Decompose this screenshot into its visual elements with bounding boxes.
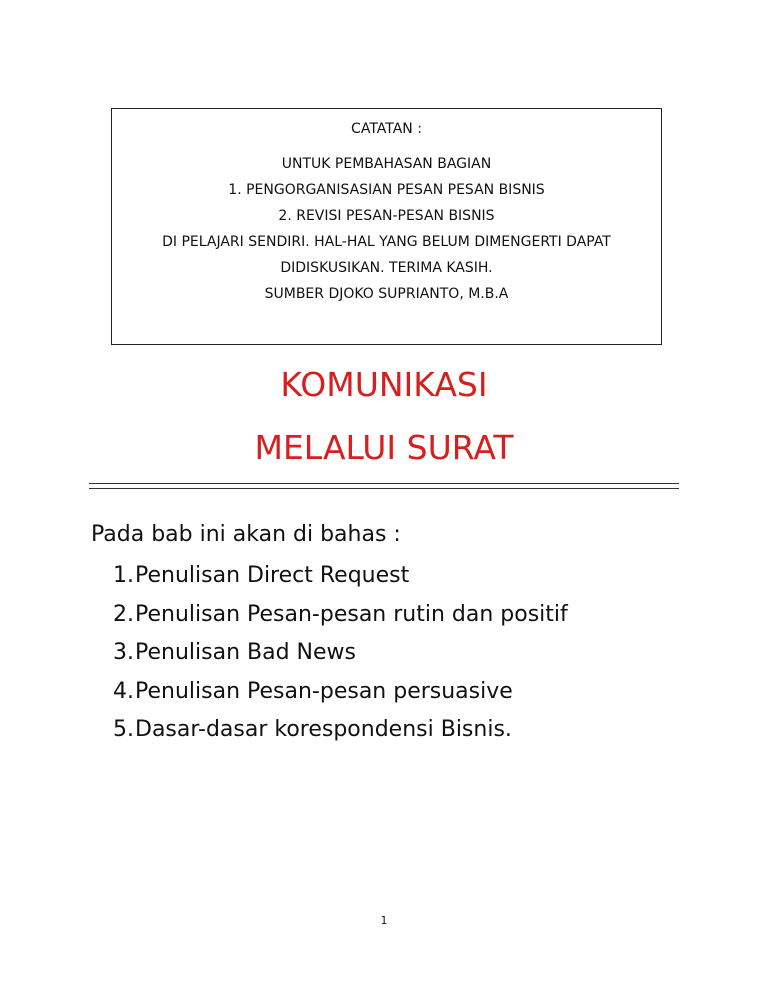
list-item-number: 2. <box>113 601 134 627</box>
list-item <box>113 561 568 600</box>
note-line: DI PELAJARI SENDIRI. HAL-HAL YANG BELUM DIMENGERTI DAPAT <box>162 234 611 250</box>
intro-text: Pada bab ini akan di bahas : <box>91 522 401 547</box>
list-item-number: 4. <box>113 678 134 704</box>
list-item-text: Penulisan Pesan-pesan rutin dan positif <box>135 601 568 627</box>
note-line: 1. PENGORGANISASIAN PESAN PESAN BISNIS <box>228 182 545 198</box>
list-item-text: Dasar-dasar korespondensi Bisnis. <box>135 717 512 742</box>
note-line: 2. REVISI PESAN-PESAN BISNIS <box>278 208 495 224</box>
list-item-text: Penulisan Bad News <box>135 640 356 665</box>
note-line: SUMBER DJOKO SUPRIANTO, M.B.A <box>264 286 509 302</box>
note-box <box>111 108 662 345</box>
note-heading: CATATAN : <box>351 121 422 137</box>
note-line: DIDISKUSIKAN. TERIMA KASIH. <box>280 260 493 276</box>
list-item-text: Penulisan Direct Request <box>135 563 410 588</box>
list-item-number: 1. <box>113 563 134 588</box>
list-item-number: 3. <box>113 640 134 665</box>
list-item <box>113 677 568 716</box>
title-divider <box>89 483 679 484</box>
list-item-text: Penulisan Pesan-pesan persuasive <box>135 678 513 704</box>
list-item <box>113 715 568 754</box>
topic-list <box>113 561 568 754</box>
document-title-line-1: KOMUNIKASI <box>280 365 488 404</box>
title-divider <box>89 488 679 489</box>
list-item <box>113 600 568 639</box>
note-line: UNTUK PEMBAHASAN BAGIAN <box>281 156 492 172</box>
page-number: 1 <box>380 914 388 927</box>
list-item <box>113 638 568 677</box>
list-item-number: 5. <box>113 717 134 742</box>
document-title-line-2: MELALUI SURAT <box>254 428 514 467</box>
